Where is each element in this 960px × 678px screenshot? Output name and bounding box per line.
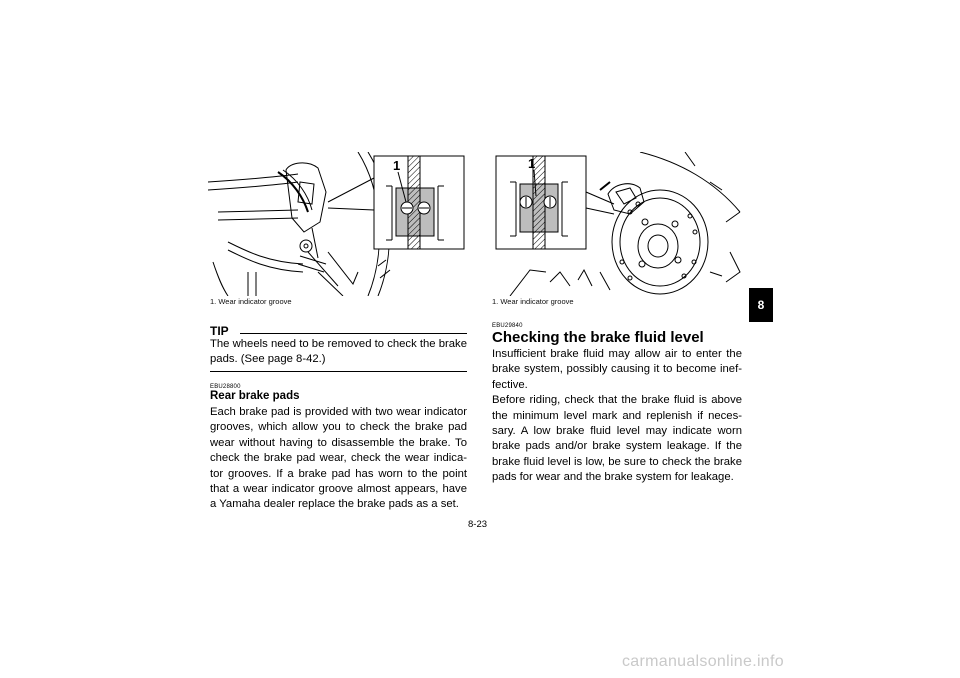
figure-caption: 1. Wear indicator groove	[492, 297, 574, 306]
tip-label: TIP	[210, 324, 229, 338]
figure-caption: 1. Wear indicator groove	[210, 297, 292, 306]
paragraph: Insufficient brake fluid may allow air to enter the brake system, possibly causing it to become inef-fective.	[492, 348, 742, 391]
figure-callout-number: 1	[528, 156, 536, 171]
section-title: Rear brake pads	[210, 390, 300, 402]
front-brake-illustration	[208, 152, 468, 296]
page-number: 8-23	[468, 519, 488, 530]
section-code: EBU29840	[492, 323, 523, 329]
watermark: carmanualsonline.info	[622, 653, 784, 670]
section-body	[492, 347, 742, 486]
tip-text: The wheels need to be removed to check the brake pads. (See page 8-42.)	[210, 338, 467, 366]
section-code: EBU28800	[210, 384, 241, 390]
figure-callout-number: 1	[393, 158, 401, 173]
tip-bottom-rule	[210, 371, 467, 372]
rear-brake-figure	[490, 152, 750, 296]
section-body: Each brake pad is provided with two wear indicator grooves, which allow you to check the brake pad wear without having to disassemble the brake. To check the brake pad wear, check the wear indica-tor grooves. If a brake pad has worn to the point that a wear indicator groove almost appears, have a Yamaha dealer replace the brake pads as a set.	[210, 406, 467, 511]
front-brake-figure	[208, 152, 468, 296]
section-title: Checking the brake fluid level	[492, 329, 704, 346]
tip-top-rule	[240, 333, 467, 334]
paragraph: Before riding, check that the brake fluid is above the minimum level mark and replenish if neces-sary. A low brake fluid level may indicate worn brake pads and/or brake system leakage. If the brake fluid level is low, be sure to check the brake pads for wear and the brake system for leakage.	[492, 394, 742, 484]
rear-brake-illustration	[490, 152, 750, 296]
chapter-tab: 8	[749, 288, 773, 322]
